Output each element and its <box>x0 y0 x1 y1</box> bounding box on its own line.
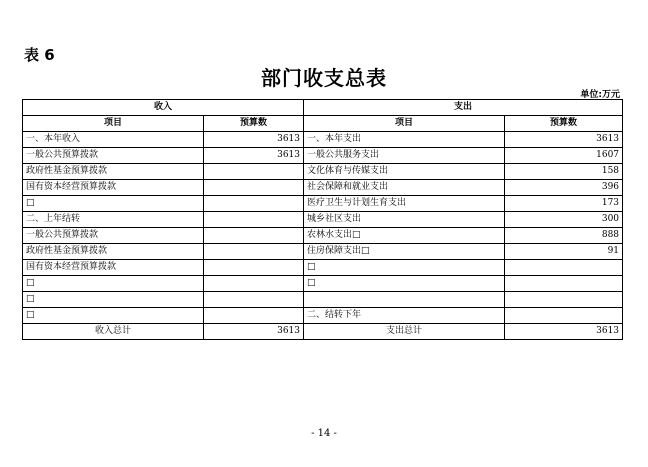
expense-amount <box>505 276 623 292</box>
expense-item: 医疗卫生与计划生育支出 <box>304 196 505 212</box>
expense-amount <box>505 292 623 308</box>
expense-item: 一、本年支出 <box>304 132 505 148</box>
expense-budget-header: 预算数 <box>505 116 623 132</box>
income-item: 一、本年收入 <box>23 132 204 148</box>
table-row <box>23 292 623 308</box>
income-amount <box>204 164 304 180</box>
income-amount <box>204 212 304 228</box>
income-item: 政府性基金预算拨款 <box>23 244 204 260</box>
income-amount <box>204 180 304 196</box>
expense-item <box>304 292 505 308</box>
table-row <box>23 276 623 292</box>
income-amount: 3613 <box>204 132 304 148</box>
income-amount <box>204 196 304 212</box>
income-item: 一般公共预算拨款 <box>23 228 204 244</box>
income-item: 二、上年结转 <box>23 212 204 228</box>
unit-label: 单位: <box>580 90 602 100</box>
income-item: 国有资本经营预算拨款 <box>23 180 204 196</box>
budget-summary-table <box>22 99 623 340</box>
expense-amount: 300 <box>505 212 623 228</box>
expense-amount: 3613 <box>505 132 623 148</box>
income-item: □ <box>23 196 204 212</box>
income-section-header: 收入 <box>23 100 304 116</box>
section-header-row <box>23 100 623 116</box>
totals-row <box>23 324 623 340</box>
table-row <box>23 164 623 180</box>
expense-amount: 158 <box>505 164 623 180</box>
expense-item: 二、结转下年 <box>304 308 505 324</box>
expense-item: 一般公共服务支出 <box>304 148 505 164</box>
income-item: 国有资本经营预算拨款 <box>23 260 204 276</box>
column-header-row <box>23 116 623 132</box>
expense-section-header: 支出 <box>304 100 623 116</box>
table-row <box>23 228 623 244</box>
income-amount: 3613 <box>204 148 304 164</box>
table-row <box>23 196 623 212</box>
expense-amount: 91 <box>505 244 623 260</box>
table-row <box>23 180 623 196</box>
expense-item: □ <box>304 276 505 292</box>
table-row <box>23 148 623 164</box>
income-item: 一般公共预算拨款 <box>23 148 204 164</box>
income-item-header: 项目 <box>23 116 204 132</box>
expense-amount <box>505 260 623 276</box>
expense-item: 农林水支出□ <box>304 228 505 244</box>
income-item: 政府性基金预算拨款 <box>23 164 204 180</box>
expense-amount: 173 <box>505 196 623 212</box>
expense-total-amount: 3613 <box>505 324 623 340</box>
expense-item: 文化体育与传媒支出 <box>304 164 505 180</box>
table-row <box>23 308 623 324</box>
table-number: 表 6 <box>24 46 55 64</box>
income-amount <box>204 244 304 260</box>
expense-amount: 1607 <box>505 148 623 164</box>
table-row <box>23 260 623 276</box>
income-item: □ <box>23 276 204 292</box>
table-row <box>23 212 623 228</box>
income-amount <box>204 260 304 276</box>
table-row <box>23 132 623 148</box>
expense-item: 住房保障支出□ <box>304 244 505 260</box>
expense-item-header: 项目 <box>304 116 505 132</box>
expense-item: □ <box>304 260 505 276</box>
expense-item: 城乡社区支出 <box>304 212 505 228</box>
income-amount <box>204 308 304 324</box>
expense-amount <box>505 308 623 324</box>
income-item: □ <box>23 292 204 308</box>
income-item: □ <box>23 308 204 324</box>
income-budget-header: 预算数 <box>204 116 304 132</box>
unit-value: 万元 <box>601 90 620 100</box>
document-title: 部门收支总表 <box>261 66 387 90</box>
income-total-label: 收入总计 <box>23 324 204 340</box>
income-total-amount: 3613 <box>204 324 304 340</box>
expense-amount: 888 <box>505 228 623 244</box>
expense-item: 社会保障和就业支出 <box>304 180 505 196</box>
income-amount <box>204 276 304 292</box>
page-number: - 14 - <box>311 428 337 439</box>
income-amount <box>204 228 304 244</box>
expense-amount: 396 <box>505 180 623 196</box>
table-row <box>23 244 623 260</box>
expense-total-label: 支出总计 <box>304 324 505 340</box>
income-amount <box>204 292 304 308</box>
